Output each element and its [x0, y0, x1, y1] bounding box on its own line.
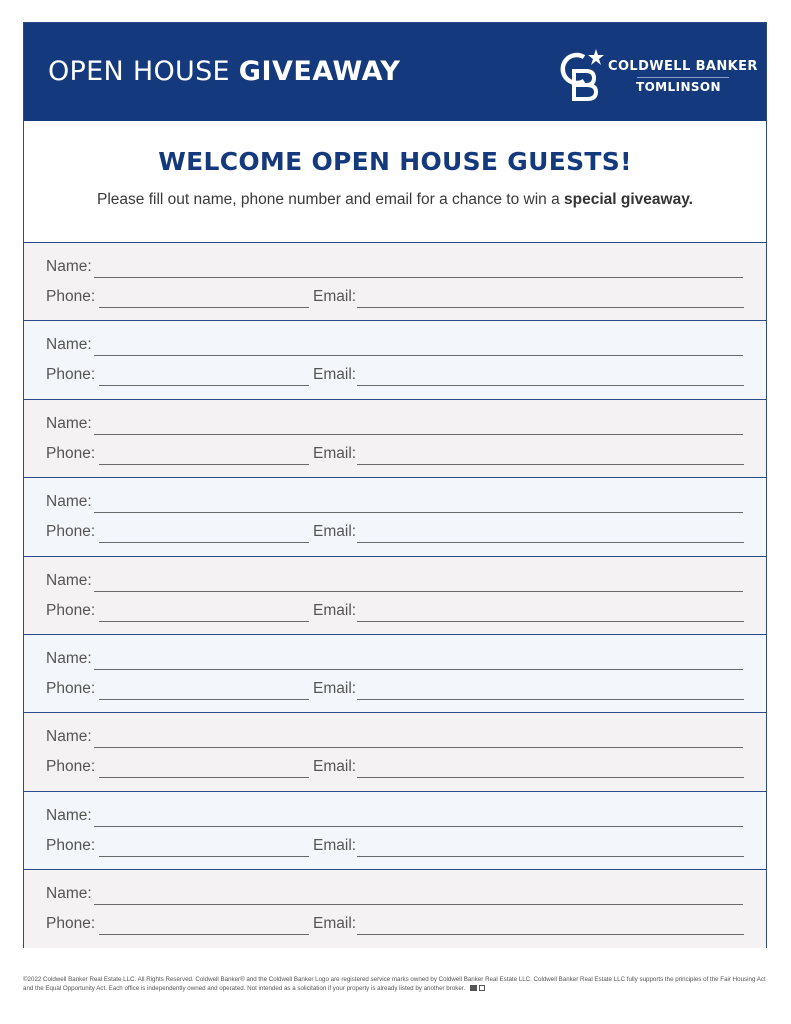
name-label: Name: — [46, 885, 92, 903]
title-bold: GIVEAWAY — [238, 56, 401, 87]
phone-label: Phone: — [46, 601, 96, 619]
email-input-line[interactable] — [357, 934, 744, 935]
phone-label: Phone: — [46, 523, 96, 541]
email-input-line[interactable] — [357, 542, 744, 543]
email-label: Email: — [313, 679, 357, 697]
guest-entry-row — [24, 712, 766, 790]
phone-label: Phone: — [46, 758, 96, 776]
phone-label: Phone: — [46, 915, 96, 933]
email-input-line[interactable] — [357, 856, 744, 857]
email-input-line[interactable] — [357, 464, 744, 465]
logo-line2: TOMLINSON — [636, 80, 721, 94]
guest-entry-row — [24, 869, 766, 947]
guest-entry-row — [24, 242, 766, 320]
phone-label: Phone: — [46, 366, 96, 384]
guest-entry-list — [24, 242, 766, 948]
coldwell-banker-logo — [554, 47, 758, 101]
header-banner — [24, 23, 766, 121]
phone-input-line[interactable] — [99, 464, 309, 465]
guest-entry-row — [24, 399, 766, 477]
name-input-line[interactable] — [94, 669, 743, 670]
logo-divider — [637, 77, 729, 78]
phone-input-line[interactable] — [99, 699, 309, 700]
name-input-line[interactable] — [94, 826, 743, 827]
title-light: OPEN HOUSE — [48, 56, 239, 87]
guest-entry-row — [24, 556, 766, 634]
name-input-line[interactable] — [94, 591, 743, 592]
subtitle-text: Please fill out name, phone number and email for a chance to win a — [97, 191, 565, 208]
email-label: Email: — [313, 758, 357, 776]
phone-input-line[interactable] — [99, 542, 309, 543]
name-label: Name: — [46, 571, 92, 589]
phone-input-line[interactable] — [99, 621, 309, 622]
phone-label: Phone: — [46, 288, 96, 305]
name-input-line[interactable] — [94, 512, 743, 513]
cb-star-logo-icon — [554, 47, 606, 101]
email-label: Email: — [313, 915, 357, 933]
phone-input-line[interactable] — [99, 385, 309, 386]
phone-label: Phone: — [46, 679, 96, 697]
name-input-line[interactable] — [94, 747, 743, 748]
email-label: Email: — [313, 523, 357, 541]
phone-label: Phone: — [46, 836, 96, 854]
phone-input-line[interactable] — [99, 777, 309, 778]
legal-footer — [23, 976, 768, 993]
name-input-line[interactable] — [94, 277, 743, 278]
phone-input-line[interactable] — [99, 856, 309, 857]
guest-entry-row — [24, 791, 766, 869]
welcome-title: WELCOME OPEN HOUSE GUESTS! — [158, 147, 632, 176]
email-label: Email: — [313, 366, 357, 384]
name-label: Name: — [46, 649, 92, 667]
equal-housing-icon — [470, 985, 477, 991]
name-input-line[interactable] — [94, 434, 743, 435]
phone-input-line[interactable] — [99, 307, 309, 308]
email-input-line[interactable] — [357, 307, 744, 308]
guest-entry-row — [24, 477, 766, 555]
name-label: Name: — [46, 336, 92, 354]
name-input-line[interactable] — [94, 904, 743, 905]
email-label: Email: — [313, 444, 357, 462]
name-label: Name: — [46, 728, 92, 746]
signin-sheet — [23, 22, 767, 948]
name-label: Name: — [46, 493, 92, 511]
email-label: Email: — [313, 836, 357, 854]
name-input-line[interactable] — [94, 355, 743, 356]
email-input-line[interactable] — [357, 385, 744, 386]
phone-label: Phone: — [46, 444, 96, 462]
subtitle-bold: special giveaway. — [564, 191, 693, 208]
email-input-line[interactable] — [357, 777, 744, 778]
email-label: Email: — [313, 288, 357, 305]
guest-entry-row — [24, 320, 766, 398]
phone-input-line[interactable] — [99, 934, 309, 935]
name-label: Name: — [46, 414, 92, 432]
email-input-line[interactable] — [357, 621, 744, 622]
welcome-section — [24, 121, 766, 243]
guest-entry-row — [24, 634, 766, 712]
mls-realtor-icon — [479, 985, 485, 991]
welcome-subtitle — [24, 191, 766, 209]
email-input-line[interactable] — [357, 699, 744, 700]
logo-line1: COLDWELL BANKER — [608, 59, 758, 74]
name-label: Name: — [46, 806, 92, 824]
email-label: Email: — [313, 601, 357, 619]
page-title — [48, 55, 400, 88]
footer-text: ©2022 Coldwell Banker Real Estate LLC. All Rights Reserved. Coldwell Banker® and the Coldwell Banker Logo are registered service marks owned by Coldwell Banker Real Estate LLC. Coldwell Banker Real Estate LLC fully supports the principles of the Fair Housing Act and the Equal Opportunity Act. Each office is independently owned and operated. Not intended as a solicitation if your property is already listed by another broker. — [23, 976, 766, 992]
name-label: Name: — [46, 258, 92, 275]
